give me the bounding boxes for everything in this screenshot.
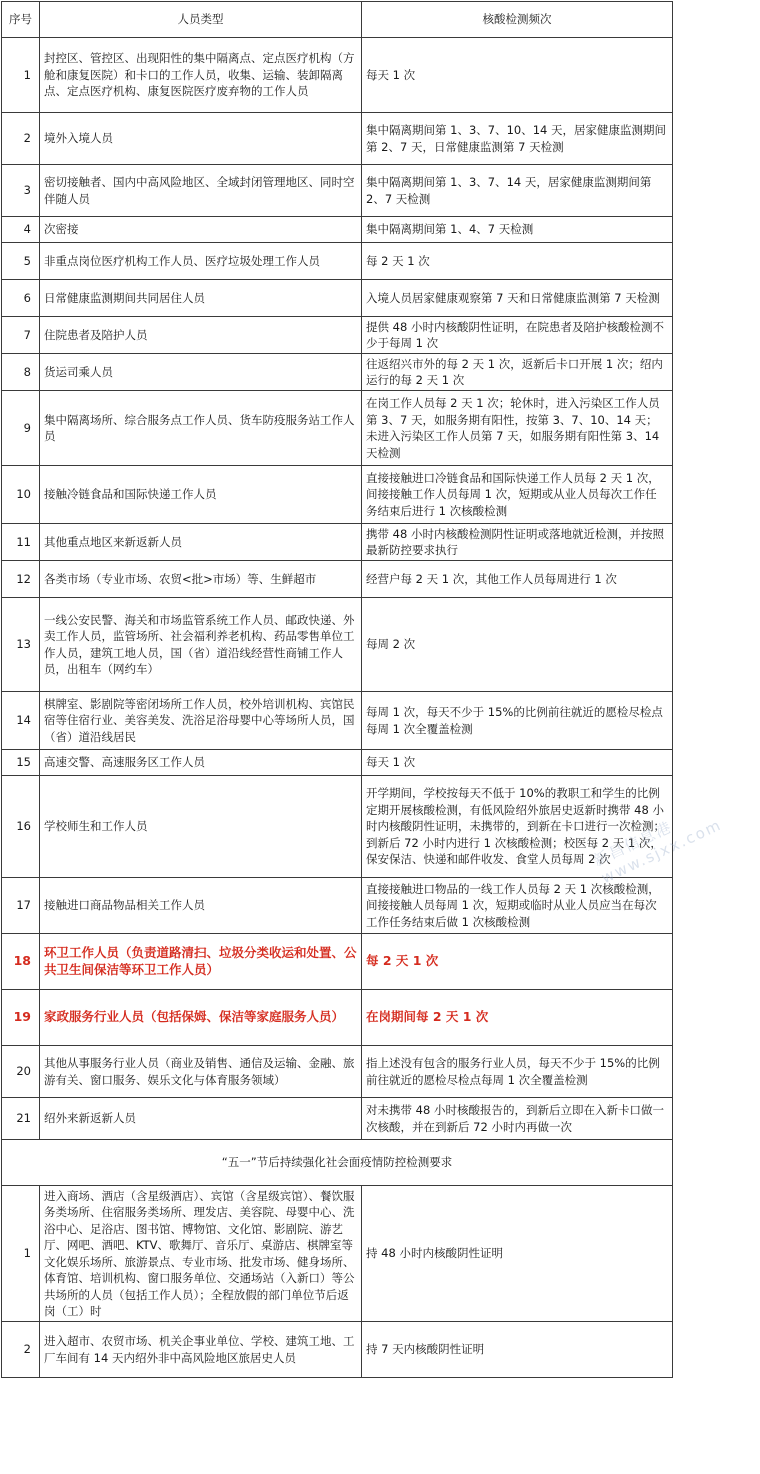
table-row bbox=[2, 990, 673, 1046]
table-row bbox=[2, 1046, 673, 1098]
person-type-cell: 住院患者及陪护人员 bbox=[40, 317, 362, 354]
row-number: 3 bbox=[2, 165, 40, 217]
table-body bbox=[2, 2, 673, 1378]
section-title-row bbox=[2, 1140, 673, 1186]
person-type-cell: 次密接 bbox=[40, 217, 362, 243]
table-row bbox=[2, 466, 673, 524]
table-row bbox=[2, 243, 673, 280]
table-row bbox=[2, 750, 673, 776]
row-number: 5 bbox=[2, 243, 40, 280]
person-type-cell: 其他重点地区来新返新人员 bbox=[40, 524, 362, 561]
person-type-cell: 高速交警、高速服务区工作人员 bbox=[40, 750, 362, 776]
frequency-cell: 每周 2 次 bbox=[362, 598, 673, 692]
person-type-cell: 进入商场、酒店（含星级酒店）、宾馆（含星级宾馆）、餐饮服务类场所、住宿服务类场所、理发店、美容院、母婴中心、洗浴中心、足浴店、图书馆、博物馆、文化馆、影剧院、游艺厅、网吧、酒吧、KTV、歌舞厅、音乐厅、桌游店、棋牌室等文化娱乐场所、旅游景点、专业市场、批发市场、健身场所、体育馆、培训机构、窗口服务单位、交通场站（入新口）等公共场所的人员（包括工作人员）；全程放假的部门单位节后返岗（工）时 bbox=[40, 1186, 362, 1322]
row-number: 10 bbox=[2, 466, 40, 524]
header-no: 序号 bbox=[2, 2, 40, 38]
frequency-cell: 指上述没有包含的服务行业人员，每天不少于 15%的比例前往就近的愿检尽检点每周 1 次全覆盖检测 bbox=[362, 1046, 673, 1098]
frequency-cell: 每天 1 次 bbox=[362, 750, 673, 776]
frequency-cell: 在岗期间每 2 天 1 次 bbox=[362, 990, 673, 1046]
row-number: 2 bbox=[2, 113, 40, 165]
row-number: 14 bbox=[2, 692, 40, 750]
person-type-cell: 非重点岗位医疗机构工作人员、医疗垃圾处理工作人员 bbox=[40, 243, 362, 280]
row-number: 1 bbox=[2, 1186, 40, 1322]
header-row bbox=[2, 2, 673, 38]
row-number: 11 bbox=[2, 524, 40, 561]
header-type: 人员类型 bbox=[40, 2, 362, 38]
table-row bbox=[2, 217, 673, 243]
row-number: 4 bbox=[2, 217, 40, 243]
row-number: 8 bbox=[2, 354, 40, 391]
row-number: 9 bbox=[2, 391, 40, 466]
frequency-cell: 集中隔离期间第 1、4、7 天检测 bbox=[362, 217, 673, 243]
row-number: 20 bbox=[2, 1046, 40, 1098]
person-type-cell: 接触冷链食品和国际快递工作人员 bbox=[40, 466, 362, 524]
table-row bbox=[2, 1098, 673, 1140]
person-type-cell: 各类市场（专业市场、农贸<批>市场）等、生鲜超市 bbox=[40, 561, 362, 598]
frequency-cell: 提供 48 小时内核酸阴性证明，在院患者及陪护核酸检测不少于每周 1 次 bbox=[362, 317, 673, 354]
person-type-cell: 货运司乘人员 bbox=[40, 354, 362, 391]
person-type-cell: 家政服务行业人员（包括保姆、保洁等家庭服务人员） bbox=[40, 990, 362, 1046]
row-number: 16 bbox=[2, 776, 40, 878]
person-type-cell: 环卫工作人员（负责道路清扫、垃圾分类收运和处置、公共卫生间保洁等环卫工作人员） bbox=[40, 934, 362, 990]
watermark: 新昌信息港 www.sjxx.com bbox=[590, 815, 725, 888]
table-row bbox=[2, 692, 673, 750]
table-row bbox=[2, 165, 673, 217]
row-number: 6 bbox=[2, 280, 40, 317]
person-type-cell: 进入超市、农贸市场、机关企事业单位、学校、建筑工地、工厂车间有 14 天内绍外非中高风险地区旅居史人员 bbox=[40, 1322, 362, 1378]
frequency-cell: 每 2 天 1 次 bbox=[362, 934, 673, 990]
frequency-cell: 开学期间，学校按每天不低于 10%的教职工和学生的比例定期开展核酸检测，有低风险绍外旅居史返新时携带 48 小时内核酸阴性证明，未携带的，到新在卡口进行一次检测；到新后 72 小时内进行 1 次核酸检测；校医每 2 天 1 次，保安保洁、快递和邮件收发、食堂人员每周 2 次 bbox=[362, 776, 673, 878]
table-row bbox=[2, 878, 673, 934]
row-number: 18 bbox=[2, 934, 40, 990]
section-title: “五一”节后持续强化社会面疫情防控检测要求 bbox=[2, 1140, 673, 1186]
row-number: 19 bbox=[2, 990, 40, 1046]
frequency-cell: 经营户每 2 天 1 次，其他工作人员每周进行 1 次 bbox=[362, 561, 673, 598]
row-number: 7 bbox=[2, 317, 40, 354]
table-row bbox=[2, 561, 673, 598]
person-type-cell: 学校师生和工作人员 bbox=[40, 776, 362, 878]
table-row bbox=[2, 391, 673, 466]
frequency-cell: 持 7 天内核酸阴性证明 bbox=[362, 1322, 673, 1378]
row-number: 13 bbox=[2, 598, 40, 692]
frequency-cell: 集中隔离期间第 1、3、7、10、14 天，居家健康监测期间第 2、7 天，日常健康监测第 7 天检测 bbox=[362, 113, 673, 165]
person-type-cell: 日常健康监测期间共同居住人员 bbox=[40, 280, 362, 317]
row-number: 2 bbox=[2, 1322, 40, 1378]
table-row bbox=[2, 354, 673, 391]
table-row bbox=[2, 38, 673, 113]
table-row bbox=[2, 598, 673, 692]
frequency-cell: 对未携带 48 小时核酸报告的，到新后立即在入新卡口做一次核酸，并在到新后 72 小时内再做一次 bbox=[362, 1098, 673, 1140]
person-type-cell: 其他从事服务行业人员（商业及销售、通信及运输、金融、旅游有关、窗口服务、娱乐文化与体育服务领域） bbox=[40, 1046, 362, 1098]
person-type-cell: 一线公安民警、海关和市场监管系统工作人员、邮政快递、外卖工作人员，监管场所、社会福利养老机构、药品零售单位工作人员，建筑工地人员，国（省）道沿线经营性商铺工作人员，出租车（网约车） bbox=[40, 598, 362, 692]
row-number: 1 bbox=[2, 38, 40, 113]
frequency-cell: 往返绍兴市外的每 2 天 1 次，返新后卡口开展 1 次；绍内运行的每 2 天 1 次 bbox=[362, 354, 673, 391]
row-number: 12 bbox=[2, 561, 40, 598]
person-type-cell: 绍外来新返新人员 bbox=[40, 1098, 362, 1140]
header-freq: 核酸检测频次 bbox=[362, 2, 673, 38]
table-row bbox=[2, 776, 673, 878]
table-row bbox=[2, 934, 673, 990]
person-type-cell: 接触进口商品物品相关工作人员 bbox=[40, 878, 362, 934]
person-type-cell: 棋牌室、影剧院等密闭场所工作人员，校外培训机构、宾馆民宿等住宿行业、美容美发、洗浴足浴母婴中心等场所人员，国（省）道沿线居民 bbox=[40, 692, 362, 750]
person-type-cell: 境外入境人员 bbox=[40, 113, 362, 165]
frequency-cell: 入境人员居家健康观察第 7 天和日常健康监测第 7 天检测 bbox=[362, 280, 673, 317]
table-row bbox=[2, 524, 673, 561]
table-row bbox=[2, 280, 673, 317]
frequency-cell: 每 2 天 1 次 bbox=[362, 243, 673, 280]
frequency-cell: 携带 48 小时内核酸检测阴性证明或落地就近检测，并按照最新防控要求执行 bbox=[362, 524, 673, 561]
frequency-cell: 每周 1 次，每天不少于 15%的比例前往就近的愿检尽检点每周 1 次全覆盖检测 bbox=[362, 692, 673, 750]
row-number: 21 bbox=[2, 1098, 40, 1140]
row-number: 17 bbox=[2, 878, 40, 934]
frequency-cell: 直接接触进口冷链食品和国际快递工作人员每 2 天 1 次，间接接触工作人员每周 1 次，短期或从业人员每次工作任务结束后进行 1 次核酸检测 bbox=[362, 466, 673, 524]
table-row bbox=[2, 1322, 673, 1378]
frequency-cell: 在岗工作人员每 2 天 1 次；轮休时，进入污染区工作人员第 3、7 天，如服务期有阳性，按第 3、7、10、14 天；未进入污染区工作人员第 7 天，如服务期有阳性第 3、14 天检测 bbox=[362, 391, 673, 466]
table-row bbox=[2, 113, 673, 165]
row-number: 15 bbox=[2, 750, 40, 776]
person-type-cell: 密切接触者、国内中高风险地区、全域封闭管理地区、同时空伴随人员 bbox=[40, 165, 362, 217]
frequency-cell: 每天 1 次 bbox=[362, 38, 673, 113]
person-type-cell: 封控区、管控区、出现阳性的集中隔离点、定点医疗机构（方舱和康复医院）和卡口的工作人员，收集、运输、装卸隔离点、定点医疗机构、康复医院医疗废弃物的工作人员 bbox=[40, 38, 362, 113]
frequency-cell: 持 48 小时内核酸阴性证明 bbox=[362, 1186, 673, 1322]
frequency-cell: 直接接触进口物品的一线工作人员每 2 天 1 次核酸检测，间接接触人员每周 1 次，短期或临时从业人员应当在每次工作任务结束后做 1 次核酸检测 bbox=[362, 878, 673, 934]
testing-frequency-table bbox=[1, 1, 673, 1378]
person-type-cell: 集中隔离场所、综合服务点工作人员、货车防疫服务站工作人员 bbox=[40, 391, 362, 466]
frequency-cell: 集中隔离期间第 1、3、7、14 天，居家健康监测期间第 2、7 天检测 bbox=[362, 165, 673, 217]
table-row bbox=[2, 317, 673, 354]
table-row bbox=[2, 1186, 673, 1322]
